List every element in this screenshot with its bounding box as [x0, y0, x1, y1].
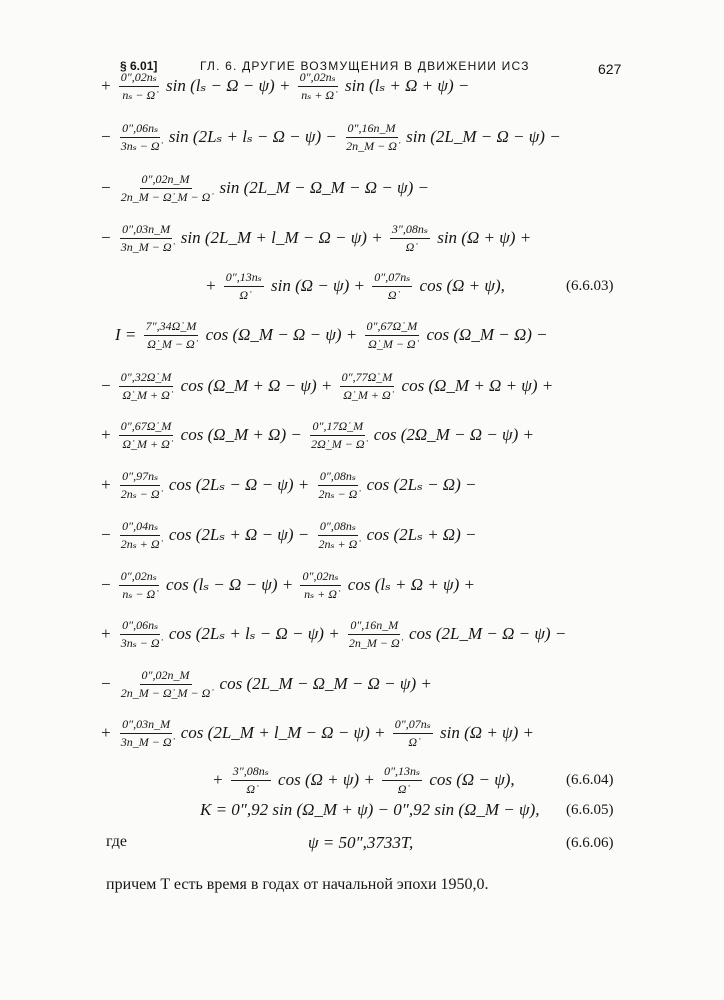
formula-line [0, 612, 724, 656]
fraction-numerator: 0″,07nₛ [372, 270, 412, 287]
formula-line [0, 463, 724, 507]
fraction [344, 121, 399, 154]
formula-line [0, 264, 724, 308]
formula-term: cos (2Lₛ + lₛ − Ω − ψ) + [164, 624, 344, 643]
fraction [144, 319, 199, 352]
equation-number: (6.6.04) [566, 771, 614, 788]
formula-term: sin (2Lₛ + lₛ − Ω − ψ) − [164, 127, 342, 146]
fraction [119, 172, 213, 205]
formula-term: cos (2Lₛ + Ω) − [362, 525, 477, 544]
formula-term: sin (lₛ − Ω − ψ) + [161, 76, 295, 95]
formula-term: cos (Ω_M + Ω) − [176, 425, 307, 444]
fraction-denominator: Ω̇ [239, 287, 249, 302]
formula-term: − [100, 575, 116, 594]
formula-term: cos (2L_M + l_M − Ω − ψ) + [176, 723, 390, 742]
formula-line [0, 115, 724, 159]
fraction [309, 419, 366, 452]
formula-term: cos (Ω + ψ), [415, 276, 505, 295]
formula-term: sin (Ω + ψ) + [432, 228, 532, 247]
formula-line [0, 64, 724, 108]
fraction-numerator: 0″,08nₛ [318, 469, 358, 486]
formula-term: − [100, 525, 116, 544]
fraction [340, 370, 395, 403]
fraction-numerator: 0″,16n_M [348, 618, 400, 635]
formula-term: sin (2L_M − Ω − ψ) − [401, 127, 561, 146]
fraction [119, 717, 174, 750]
fraction-denominator: 3nₛ − Ω̇ [120, 635, 160, 650]
fraction-numerator: 0″,02n_M [140, 172, 192, 189]
fraction-numerator: 0″,02nₛ [119, 70, 159, 87]
fraction-denominator: Ω̇_M + Ω̇ [122, 387, 170, 402]
fraction-numerator: 0″,16n_M [346, 121, 398, 138]
fraction-numerator: 0″,13nₛ [382, 764, 422, 781]
fraction [119, 70, 159, 103]
fraction-denominator: 2n_M − Ω̇_M − Ω̇ [120, 189, 211, 204]
fraction-denominator: nₛ + Ω̇ [304, 586, 337, 601]
formula-term: cos (2Lₛ − Ω) − [362, 475, 477, 494]
fraction-numerator: 0″,04nₛ [120, 519, 160, 536]
formula-term: I = [115, 325, 141, 344]
fraction-denominator: Ω̇ [387, 287, 397, 302]
formula-term: K = 0″,92 sin (Ω_M + ψ) − 0″,92 sin (Ω_M − ψ), [200, 800, 540, 819]
formula-term: + [100, 76, 116, 95]
fraction [300, 569, 340, 602]
fraction-numerator: 0″,02nₛ [300, 569, 340, 586]
fraction [224, 270, 264, 303]
formula-line [0, 413, 724, 457]
fraction [119, 618, 162, 651]
fraction-denominator: Ω̇ [408, 734, 418, 749]
fraction-denominator: Ω̇_M + Ω̇ [122, 436, 170, 451]
fraction-denominator: 3n_M − Ω̇ [120, 734, 172, 749]
formula-term: sin (lₛ + Ω + ψ) − [340, 76, 470, 95]
fraction-numerator: 3″,08nₛ [231, 764, 271, 781]
equation-number: (6.6.06) [566, 834, 614, 851]
formula-term: + [212, 770, 228, 789]
formula-line [0, 711, 724, 755]
fraction [365, 319, 420, 352]
fraction-denominator: Ω̇_M − Ω̇ [368, 336, 416, 351]
formula-line [0, 166, 724, 210]
fraction-numerator: 0″,02n_M [140, 668, 192, 685]
fraction-numerator: 0″,97nₛ [120, 469, 160, 486]
fraction-numerator: 0″,07nₛ [393, 717, 433, 734]
fraction-denominator: 2Ω̇_M − Ω̇ [311, 436, 365, 451]
formula-term: sin (Ω − ψ) + [266, 276, 370, 295]
paragraph-text: где [106, 833, 128, 850]
fraction-numerator: 7″,34Ω̇_M [144, 319, 199, 336]
formula-line [0, 513, 724, 557]
fraction-denominator: Ω̇ [405, 239, 415, 254]
fraction [317, 469, 360, 502]
fraction-denominator: nₛ − Ω̇ [122, 586, 156, 601]
formula-term: − [100, 674, 116, 693]
formula-term: + [100, 723, 116, 742]
fraction-numerator: 0″,03n_M [120, 717, 172, 734]
formula-term: cos (Ω + ψ) + [273, 770, 380, 789]
fraction-denominator: nₛ − Ω̇ [122, 87, 156, 102]
fraction-denominator: 3nₛ − Ω̇ [120, 138, 160, 153]
formula-term: cos (2Lₛ − Ω − ψ) + [164, 475, 314, 494]
fraction [317, 519, 360, 552]
fraction-numerator: 0″,13nₛ [224, 270, 264, 287]
fraction-denominator: 2n_M − Ω̇ [348, 635, 400, 650]
formula-term: cos (Ω_M − Ω − ψ) + [201, 325, 362, 344]
formula-line [0, 563, 724, 607]
fraction [119, 121, 162, 154]
formula-term: cos (lₛ + Ω + ψ) + [343, 575, 475, 594]
fraction-denominator: 2n_M − Ω̇ [346, 138, 397, 153]
formula-term: + [100, 624, 116, 643]
formula-term: cos (Ω_M − Ω) − [422, 325, 548, 344]
fraction-denominator: nₛ + Ω̇ [301, 87, 335, 102]
formula-term: sin (2L_M − Ω_M − Ω − ψ) − [215, 178, 430, 197]
fraction [119, 668, 213, 701]
fraction-numerator: 0″,67Ω̇_M [365, 319, 420, 336]
formula-term: cos (2Ω_M − Ω − ψ) + [369, 425, 535, 444]
formula-term: − [100, 127, 116, 146]
fraction [119, 519, 162, 552]
fraction-numerator: 0″,02nₛ [298, 70, 338, 87]
fraction-denominator: 2nₛ − Ω̇ [318, 486, 358, 501]
formula-term: − [100, 178, 116, 197]
equation-number: (6.6.05) [566, 801, 614, 818]
formula-term: cos (Ω_M + Ω − ψ) + [176, 376, 337, 395]
formula-line [0, 313, 724, 357]
fraction [393, 717, 433, 750]
fraction-numerator: 0″,67Ω̇_M [119, 419, 174, 436]
fraction [119, 469, 162, 502]
fraction-numerator: 0″,77Ω̇_M [340, 370, 395, 387]
fraction-denominator: 3n_M − Ω̇ [120, 239, 172, 254]
fraction-numerator: 0″,17Ω̇_M [310, 419, 365, 436]
fraction-numerator: 0″,06nₛ [120, 618, 160, 635]
chapter-title: ГЛ. 6. ДРУГИЕ ВОЗМУЩЕНИЯ В ДВИЖЕНИИ ИСЗ [200, 59, 530, 73]
fraction-denominator: Ω̇ [397, 781, 407, 796]
fraction-denominator: Ω̇_M − Ω̇ [147, 336, 195, 351]
fraction-numerator: 0″,02nₛ [119, 569, 159, 586]
fraction-numerator: 0″,08nₛ [318, 519, 358, 536]
fraction [119, 370, 174, 403]
formula-term: cos (2L_M − Ω − ψ) − [404, 624, 567, 643]
fraction-denominator: Ω̇_M + Ω̇ [343, 387, 391, 402]
section-number: § 6.01] [120, 59, 158, 73]
paragraph-text: причем T есть время в годах от начальной эпохи 1950,0. [106, 876, 489, 893]
formula-term: cos (Ω − ψ), [425, 770, 515, 789]
formula-term: + [100, 475, 116, 494]
equation-number: (6.6.03) [566, 277, 614, 294]
formula-term: + [205, 276, 221, 295]
fraction-denominator: Ω̇ [246, 781, 256, 796]
formula-term: ψ = 50″,3733T, [308, 833, 414, 852]
formula-term: sin (Ω + ψ) + [435, 723, 535, 742]
formula-line [0, 216, 724, 260]
fraction-numerator: 0″,32Ω̇_M [119, 370, 174, 387]
formula-term: + [100, 425, 116, 444]
fraction-numerator: 0″,06nₛ [120, 121, 160, 138]
fraction-denominator: 2nₛ + Ω̇ [318, 536, 358, 551]
fraction [347, 618, 402, 651]
formula-term: cos (2Lₛ + Ω − ψ) − [164, 525, 314, 544]
fraction [390, 222, 430, 255]
fraction [372, 270, 412, 303]
fraction [119, 569, 159, 602]
formula-term: − [100, 376, 116, 395]
formula-term: cos (Ω_M + Ω + ψ) + [397, 376, 554, 395]
formula-term: − [100, 228, 116, 247]
formula-term: cos (2L_M − Ω_M − Ω − ψ) + [215, 674, 432, 693]
fraction [298, 70, 338, 103]
fraction [119, 419, 174, 452]
page-number: 627 [598, 61, 622, 77]
formula-term: sin (2L_M + l_M − Ω − ψ) + [176, 228, 387, 247]
fraction-denominator: 2nₛ + Ω̇ [120, 536, 160, 551]
formula-line [0, 364, 724, 408]
fraction-numerator: 0″,03n_M [120, 222, 172, 239]
fraction-numerator: 3″,08nₛ [390, 222, 430, 239]
formula-term: cos (lₛ − Ω − ψ) + [161, 575, 298, 594]
formula-line [0, 662, 724, 706]
fraction [119, 222, 174, 255]
fraction-denominator: 2nₛ − Ω̇ [120, 486, 160, 501]
fraction-denominator: 2n_M − Ω̇_M − Ω̇ [120, 685, 211, 700]
